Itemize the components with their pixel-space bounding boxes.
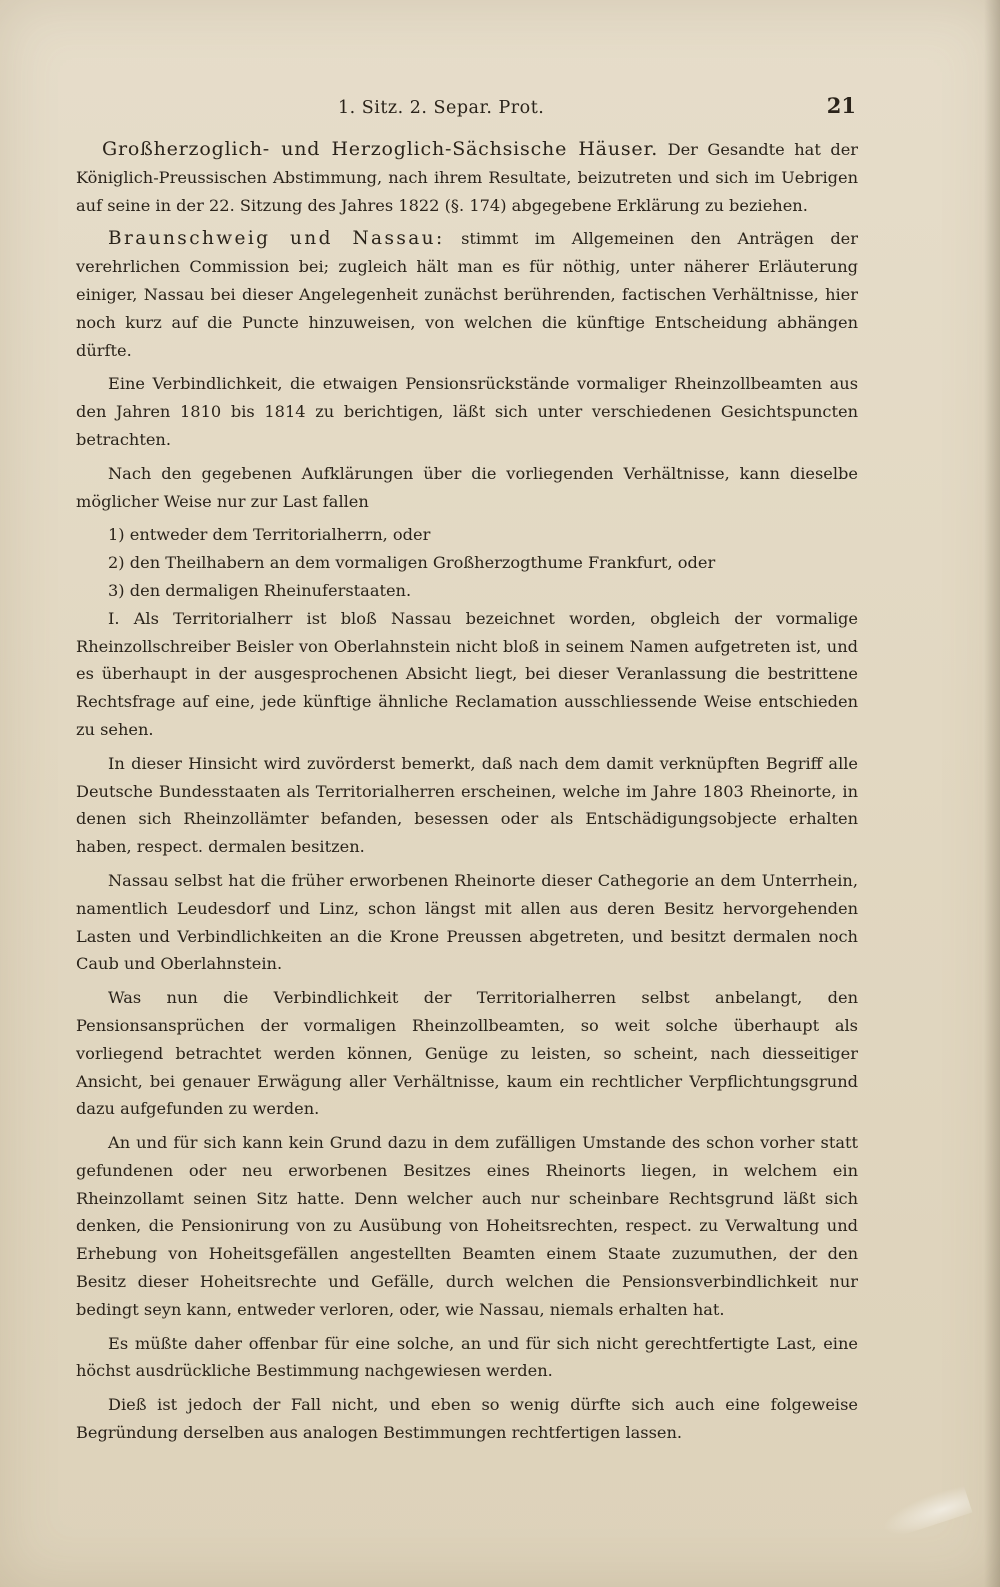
paragraph-federal-states: In dieser Hinsicht wird zuvörderst bemerkt, daß nach dem damit verknüpften Begriff alle Deutsche Bundesstaaten als Territorialherren erscheinen, welche im Jahre 1803 Rheinorte, in denen sich Rheinzollämter befanden, besessen oder als Entschädigungsobjecte erhalten haben, respect. dermalen besitzen. (76, 753, 858, 857)
paragraph-not-the-case: Dieß ist jedoch der Fall nicht, und eben so wenig dürfte sich auch eine folgeweise Begründung derselben aus analogen Bestimmungen rechtfertigen lassen. (76, 1395, 858, 1443)
paragraph-pension-claims: Was nun die Verbindlichkeit der Territorialherren selbst anbelangt, den Pensionsansprüchen der vormaligen Rheinzollbeamten, so weit solche überhaupt als vorliegend betrachtet werden können, Genüge zu leisten, so scheint, nach diesseitiger Ansicht, bei genauer Erwägung aller Verhältnisse, kaum ein rechtlicher Verpflichtungsgrund dazu aufgefunden zu werden. (76, 988, 858, 1119)
paragraph-text: Der Gesandte hat der Königlich-Preussischen Abstimmung, nach ihrem Resultate, beizutreten und sich im Uebrigen auf seine in der 22. Sitzung des Jahres 1822 (§. 174) abgegebene Erklärung zu beziehen. (76, 140, 859, 215)
paragraph-explicit-provision: Es müßte daher offenbar für eine solche, an und für sich nicht gerechtfertigte Last, eine höchst ausdrückliche Bestimmung nachgewiesen werden. (76, 1333, 858, 1381)
page-number: 21 (826, 93, 856, 118)
paper-stain (878, 1484, 973, 1540)
heading-braunschweig-nassau: Braunschweig und Nassau: (108, 228, 445, 250)
heading-saxon-houses: Großherzoglich- und Herzoglich-Sächsische Häuser. (102, 138, 659, 160)
paragraph-nassau-rhine-towns: Nassau selbst hat die früher erworbenen Rheinorte dieser Cathegorie an dem Unterrhein, namentlich Leudesdorf und Linz, schon längst mit allen aus deren Besitz hervorgehenden Lasten und Verbindlichkeiten an die Krone Preussen abgetreten, und besitzt dermalen noch Caub und Oberlahnstein. (76, 870, 858, 974)
list-item: 2) den Theilhabern an dem vormaligen Großherzogthume Frankfurt, oder (108, 553, 716, 573)
list-item: 1) entweder dem Territorialherrn, oder (108, 525, 431, 545)
paragraph-saxon-houses (76, 136, 858, 219)
paragraph-clarifications: Nach den gegebenen Aufklärungen über die vorliegenden Verhältnisse, kann dieselbe möglicher Weise nur zur Last fallen (76, 463, 858, 511)
running-title: 1. Sitz. 2. Separ. Prot. (338, 98, 545, 118)
list-item: 3) den dermaligen Rheinuferstaaten. (108, 580, 412, 600)
enumerated-list (108, 521, 858, 604)
paragraph-territorial-lord: I. Als Territorialherr ist bloß Nassau bezeichnet worden, obgleich der vormalige Rheinzollschreiber Beisler von Oberlahnstein nicht bloß in seinem Namen aufgetreten ist, und es überhaupt in der ausgesprochenen Absicht liegt, bei dieser Veranlassung die bestrittene Rechtsfrage auf eine, jede künftige ähnliche Reclamation ausschliessende Weise entschieden zu sehen. (76, 608, 858, 739)
paragraph-text: stimmt im Allgemeinen den Anträgen der verehrlichen Commission bei; zugleich hält man es für nöthig, unter näherer Erläuterung einiger, Nassau bei dieser Angelegenheit zunächst berührenden, factischen Verhältnisse, hier noch kurz auf die Puncte hinzuweisen, von welchen die künftige Entscheidung abhängen dürfte. (76, 229, 858, 360)
page-header (76, 92, 858, 132)
paragraph-obligation: Eine Verbindlichkeit, die etwaigen Pensionsrückstände vormaliger Rheinzollbeamten aus den Jahren 1810 bis 1814 zu berichtigen, läßt sich unter verschiedenen Gesichtspuncten betrachten. (76, 374, 858, 449)
page-content (76, 92, 858, 1453)
paragraph-no-ground: An und für sich kann kein Grund dazu in dem zufälligen Umstande des schon vorher statt gefundenen oder neu erworbenen Besitzes eines Rheinorts liegen, in welchem ein Rheinzollamt seinen Sitz hatte. Denn welcher auch nur scheinbare Rechtsgrund läßt sich denken, die Pensionirung von zu Ausübung von Hoheitsrechten, respect. zu Verwaltung und Erhebung von Hoheitsgefällen angestellten Beamten einem Staate zuzumuthen, der den Besitz dieser Hoheitsrechte und Gefälle, durch welchen die Pensionsverbindlichkeit nur bedingt seyn kann, entweder verloren, oder, wie Nassau, niemals erhalten hat. (76, 1133, 858, 1319)
paragraph-braunschweig-nassau (76, 225, 858, 364)
